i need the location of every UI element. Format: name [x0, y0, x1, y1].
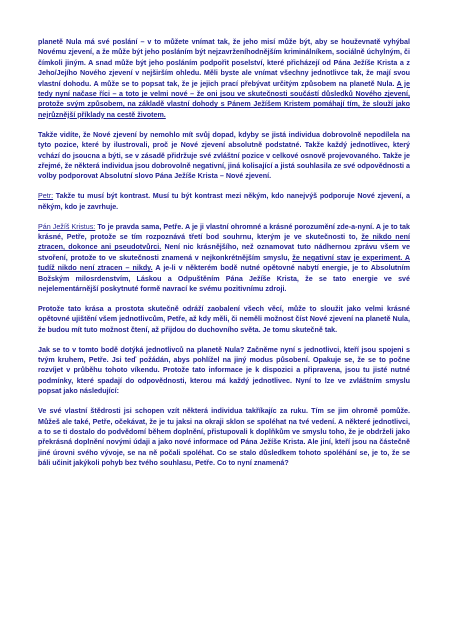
paragraph-text: Jak se to v tomto bodě dotýká jednotlivců na planetě Nula? Začněme nyní s jednotlivci, kteří jsou spojeni s tvým kruhem, Petře. Jsi teď požádán, abys pohlížel na jiný modus působení. Opakuje se, že se to počne rozvíjet v průběhu tohoto víkendu. Protože tato informace je k dispozici a připravena, jsou tu jisté nutné podmínky, které spadají do odpovědnosti, kterou má každý jednotlivec. Nyní to lze ve zvláštním smyslu popsat jako následující:	[38, 345, 410, 396]
paragraph-text: A je-li v některém bodě nutné opětovné nabytí energie, je to Absolutním Božským milosrdenstvím, Láskou a Odpuštěním Pána Ježíše Krista, že se tato energie ve své nejelementárnější poskytnuté formě navrací ke svému pozitivnímu zdroji.	[38, 264, 410, 294]
speaker-label: Pán Ježíš Kristus:	[38, 222, 96, 231]
document-body	[38, 37, 410, 478]
underlined-text: že nikdo není ztracen, dokonce ani pseudotvůrci.	[38, 233, 410, 252]
paragraph-text: Protože tato krása a prostota skutečně odráží zaobalení všech věcí, může to sloužit jako velmi krásné opětovné ujištění všem jednotlivcům, Petře, až kdy měli, či neměli možnost číst Nové zjevení na planetě Nula, že budou mít tuto možnost čtení, až přijdou do duchovního světa. Je tomu skutečně tak.	[38, 304, 410, 334]
paragraph-text: Ve své vlastní štědrosti jsi schopen vzít některá individua takříkajíc za ruku. Tím se jim ohromě pomůže. Můžeš ale také, Petře, očekávat, že je tu jaksi na okraji sklon se spoléhat na tvé vedení. A některé jednotlivci, a to se ti dostalo do podvědomí během doplnění, přistupovali k doplňkům ve smyslu toho, že je obdrželi jako překrásná doplnění novými údaji a jako nové informace od Pána Ježíše Krista. Ale jiní, kteří jsou na částečně jiné úrovni svého vývoje, se na ně počali spoléhat. Co se stalo důsledkem tohoto spoléhání se, je to, že se báli učinit jakýkoli pohyb bez tvého souhlasu, Petře. Co to nyní znamená?	[38, 407, 410, 468]
paragraph-7	[38, 406, 410, 468]
paragraph-6	[38, 345, 410, 397]
paragraph-text: planetě Nula má své poslání – v to můžete vnímat tak, že jeho misí může být, aby se houževnatě vyhýbal Novému zjevení, a že může být jeho posláním být nejzavrženíhodnějším kriminálníkem, sociálně úchylným, či čímkoli jiným. A snad může být jeho posláním podpořit poselství, které přicházejí od Pána Ježíše Krista a z Jeho/Jejího Nového zjevení v nejširším ohledu. Měli byste ale vnímat všechny jednotlivce tak, že mají svou vlastní dohodu. A může se to popsat tak, že je jejich prací přebývat určitým způsobem na planetě Nula.	[38, 38, 410, 88]
paragraph-text: Takže vidíte, že Nové zjevení by nemohlo mít svůj dopad, kdyby se jistá individua dobrovolně nepodílela na tyto pozice, které by ilustrovali, proč je Nové zjevení absolutně podstatné. Takže každý jednotlivec, který vchází do jsoucna a býti, se v zásadě přidržuje své zvláštní pozice v celkové osnově projevovaného. Takže je zřejmé, že některá individua jsou dobrovolně negativní, jiná kolisající a jistá souhlasila ze své odpovědnosti a volby podporovat Absolutní slovo Pána Ježíše Krista – Nové zjevení.	[38, 130, 410, 181]
paragraph-2	[38, 130, 410, 182]
paragraph-3	[38, 191, 410, 212]
speaker-label: Petr:	[38, 192, 54, 201]
underlined-text: že negativní stav je experiment. A tudíž nikdo není ztracen – nikdy.	[38, 253, 411, 273]
underlined-text: A je tedy nyní načase říci – a toto je velmi nové – že oni jsou ve skutečnosti součástí důsledků Nového zjevení, protože svým způsobem, na základě vlastní dohody s Pánem Ježíšem Kristem pomáhají tím, že slouží jako nejrůznější příklady na cestě životem.	[38, 79, 410, 119]
paragraph-1	[38, 37, 410, 120]
paragraph-4	[38, 222, 410, 295]
paragraph-text: Není nic krásnějšího, než oznamovat tuto nádhernou zprávu všem ve stvoření, protože to ve skutečnosti znamená v nejkonkrétnějším smyslu,	[38, 243, 410, 262]
paragraph-text: To je pravda sama, Petře. A je ji vlastní ohromné a krásné porozumění zde-a-nyní. A je to tak krásné, Petře, protože se tím rozpoznává třetí bod souhrnu, kterým je ve skutečnosti to,	[38, 222, 410, 241]
paragraph-5	[38, 304, 410, 335]
paragraph-text: Takže tu musí být kontrast. Musí tu být kontrast mezi někým, kdo nanejvýš podporuje Nové zjevení, a někým, kdo je zavrhuje.	[38, 192, 410, 211]
